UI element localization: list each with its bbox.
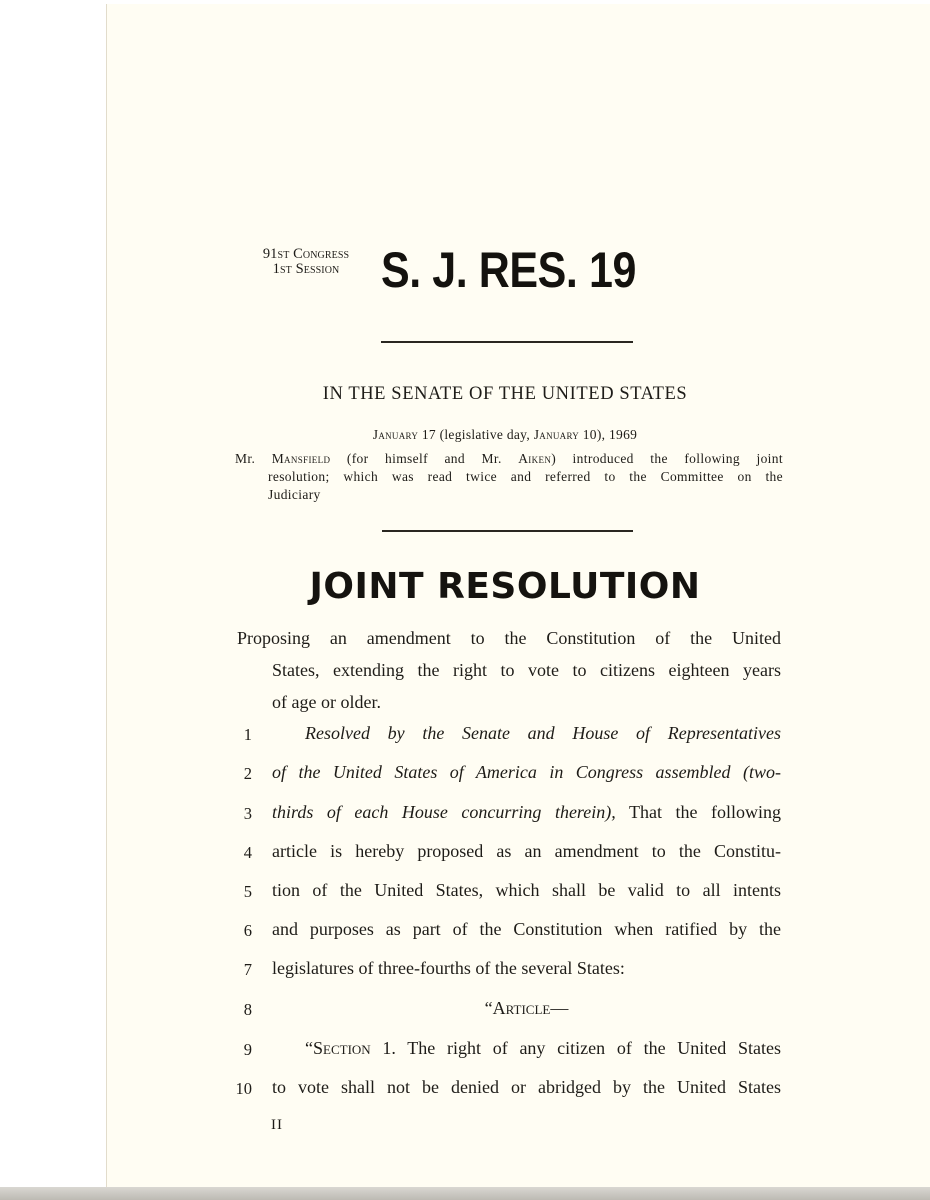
line-number: 8 (243, 1000, 252, 1019)
purpose-clause (237, 622, 781, 718)
date-day: 17 (legislative day, (418, 427, 534, 442)
body-text: That the following (615, 802, 781, 822)
intro-suffix: ) introduced the following joint (551, 451, 783, 466)
line-number: 1 (243, 725, 252, 744)
page-mark: II (271, 1117, 283, 1133)
date-month: January (372, 427, 419, 442)
resolving-clause: thirds of each House concurring therein), (272, 802, 616, 822)
cosponsor-name: Aiken (518, 451, 552, 466)
article-heading (272, 998, 781, 1019)
em-dash: — (550, 998, 569, 1018)
body-line (272, 762, 781, 783)
legislative-month: January (533, 427, 580, 442)
body-line: legislatures of three-fourths of the several States: (272, 958, 625, 978)
body-line (272, 802, 781, 823)
line-number: 7 (243, 960, 252, 979)
body-line: tion of the United States, which shall be valid to all intents (272, 880, 781, 900)
line-number: 9 (243, 1040, 252, 1059)
body-line: article is hereby proposed as an amendment to the Constitu- (272, 841, 781, 861)
line-number: 3 (243, 804, 252, 823)
intro-line-3: Judiciary (268, 487, 321, 502)
body-text: 1. The right of any citizen of the United States (370, 1038, 781, 1058)
chamber-heading: IN THE SENATE OF THE UNITED STATES (322, 384, 688, 404)
header-divider (381, 341, 633, 343)
date-rest: 10), 1969 (579, 427, 638, 442)
open-quote: “ (484, 998, 493, 1018)
introduction-paragraph (235, 450, 783, 504)
body-line: to vote shall not be denied or abridged by the United States (272, 1077, 781, 1097)
congress-number: 91st Congress (262, 246, 350, 262)
session-number: 1st Session (272, 261, 340, 277)
intro-prefix: Mr. (235, 451, 272, 466)
intro-line-1 (235, 450, 783, 468)
purpose-line-1: Proposing an amendment to the Constitution of the United (237, 628, 781, 648)
line-number: 5 (243, 882, 252, 901)
open-quote: “ (305, 1038, 313, 1058)
purpose-line-2: States, extending the right to vote to citizens eighteen years (272, 660, 781, 680)
intro-divider (382, 530, 633, 532)
purpose-line-3: of age or older. (272, 692, 381, 712)
scanner-bottom-edge (0, 1187, 930, 1200)
bill-number: S. J. RES. 19 (381, 242, 636, 298)
date-line (0, 427, 930, 443)
sponsor-name: Mansfield (271, 451, 331, 466)
intro-mid: (for himself and Mr. (330, 451, 519, 466)
body-line (272, 723, 781, 744)
line-number: 10 (235, 1079, 252, 1098)
section-line (272, 1038, 781, 1059)
intro-line-2: resolution; which was read twice and referred to the Committee on the (268, 469, 783, 484)
congress-session-label (245, 247, 367, 277)
section-label: Section (313, 1038, 371, 1058)
line-number: 6 (243, 921, 252, 940)
resolving-clause: of the United States of America in Congress assembled (two- (272, 762, 781, 782)
document-type-heading: JOINT RESOLUTION (309, 566, 701, 607)
line-number: 2 (243, 764, 252, 783)
line-number: 4 (243, 843, 252, 862)
resolving-clause: Resolved by the Senate and House of Representatives (305, 723, 781, 743)
body-line: and purposes as part of the Constitution when ratified by the (272, 919, 781, 939)
article-label: Article (492, 998, 551, 1018)
